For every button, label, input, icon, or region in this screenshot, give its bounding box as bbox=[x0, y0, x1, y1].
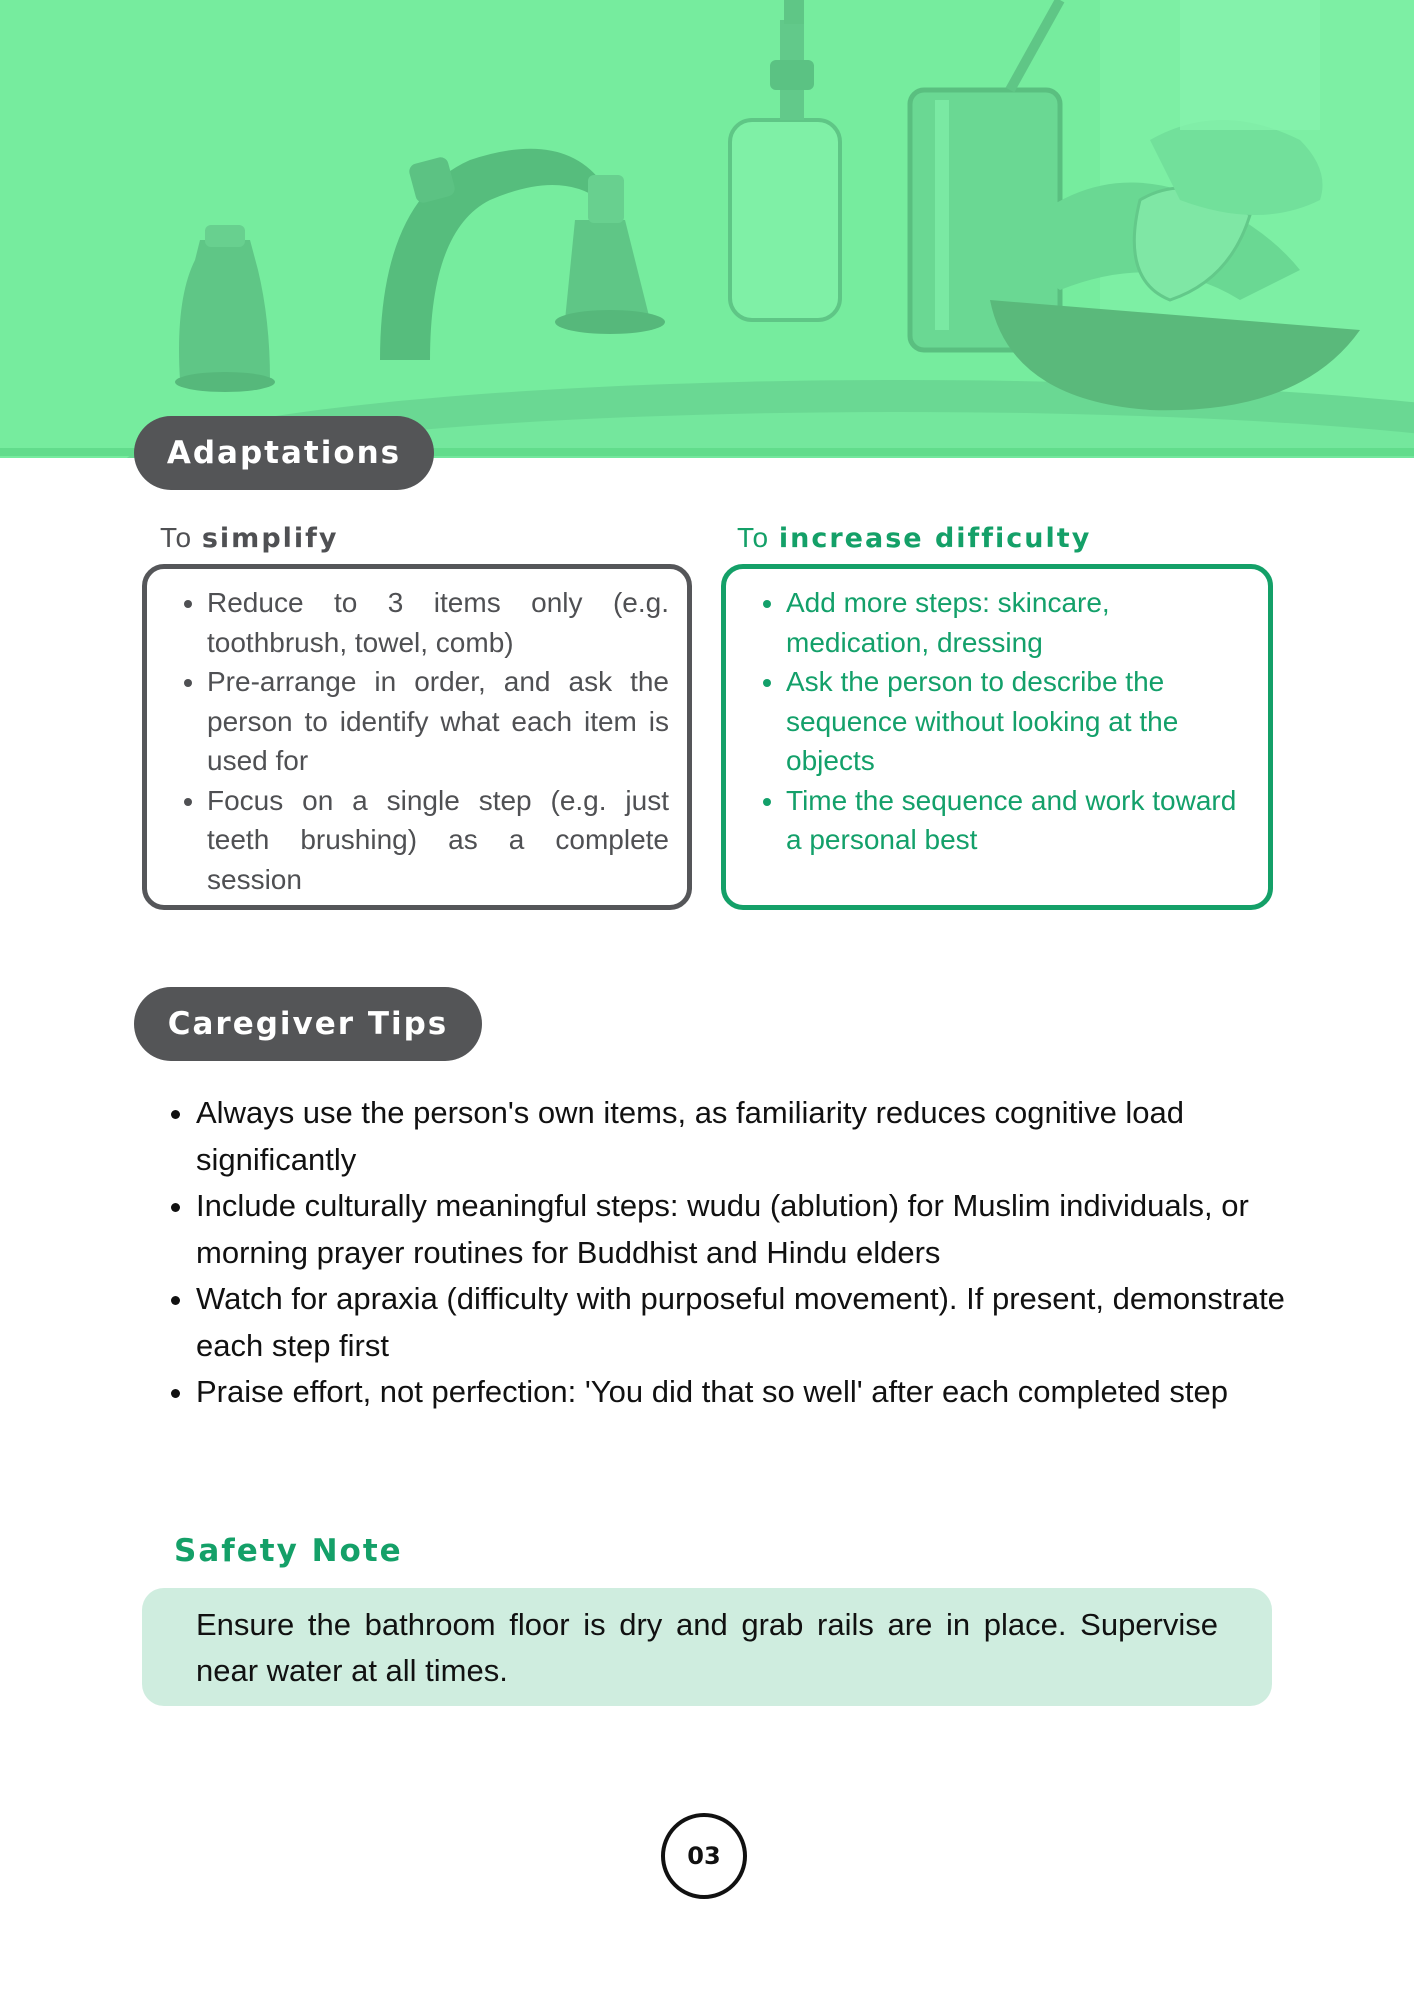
bathroom-sink-illustration bbox=[0, 0, 1414, 458]
simplify-prefix: To bbox=[160, 522, 193, 553]
caregiver-heading: Caregiver Tips bbox=[167, 1006, 449, 1042]
simplify-emphasis: simplify bbox=[201, 523, 339, 554]
simplify-box bbox=[142, 564, 692, 910]
list-item: • Time the sequence and work toward a personal best bbox=[786, 781, 1250, 860]
caregiver-tips-list bbox=[160, 1090, 1306, 1416]
increase-list bbox=[750, 583, 1250, 860]
increase-prefix: To bbox=[737, 522, 770, 553]
simplify-label bbox=[160, 522, 339, 554]
list-item: • Pre-arrange in order, and ask the person to identify what each item is used for bbox=[207, 662, 669, 781]
simplify-list bbox=[171, 583, 669, 899]
safety-note-text: Ensure the bathroom floor is dry and grab rails are in place. Supervise near water at all times. bbox=[196, 1607, 1218, 1688]
increase-emphasis: increase difficulty bbox=[778, 523, 1092, 554]
list-item: • Add more steps: skincare, medication, dressing bbox=[786, 583, 1250, 662]
safety-note-box bbox=[142, 1588, 1272, 1706]
list-item: • Ask the person to describe the sequence without looking at the objects bbox=[786, 662, 1250, 781]
increase-label bbox=[737, 522, 1091, 554]
hero-image bbox=[0, 0, 1414, 458]
section-pill-adaptations bbox=[134, 416, 434, 490]
list-item: • Include culturally meaningful steps: wudu (ablution) for Muslim individuals, or morning prayer routines for Buddhist and Hindu elders bbox=[196, 1183, 1306, 1276]
section-pill-caregiver bbox=[134, 987, 482, 1061]
list-item: • Watch for apraxia (difficulty with purposeful movement). If present, demonstrate each step first bbox=[196, 1276, 1306, 1369]
page-number-text: 03 bbox=[687, 1842, 721, 1870]
list-item: • Reduce to 3 items only (e.g. toothbrush, towel, comb) bbox=[207, 583, 669, 662]
list-item: • Praise effort, not perfection: 'You did that so well' after each completed step bbox=[196, 1369, 1306, 1416]
adaptations-heading: Adaptations bbox=[166, 435, 402, 471]
page-number bbox=[661, 1813, 747, 1899]
list-item: • Always use the person's own items, as familiarity reduces cognitive load significantly bbox=[196, 1090, 1306, 1183]
safety-note-title: Safety Note bbox=[174, 1533, 403, 1569]
increase-box bbox=[721, 564, 1273, 910]
list-item: • Focus on a single step (e.g. just teeth brushing) as a complete session bbox=[207, 781, 669, 900]
